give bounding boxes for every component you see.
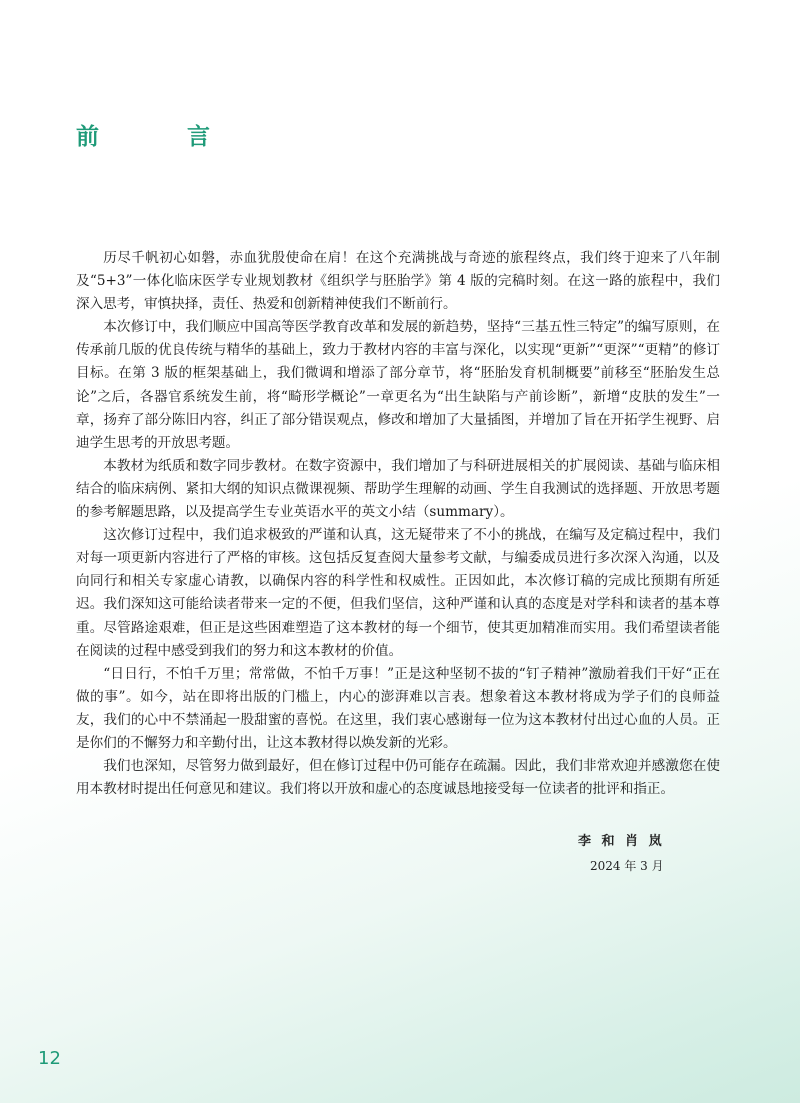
paragraph-3: 本教材为纸质和数字同步教材。在数字资源中，我们增加了与科研进展相关的扩展阅读、基础与临床相结合的临床病例、紧扣大纲的知识点微课视频、帮助学生理解的动画、学生自我测试的选择题、开放思考题的参考解题思路，以及提高学生专业英语水平的英文小结（summary）。 — [76, 457, 720, 521]
page-number: 12 — [38, 1048, 61, 1069]
page-title: 前 言 — [76, 124, 251, 150]
paragraph-1: 历尽千帆初心如磐，赤血犹殷使命在肩！在这个充满挑战与奇迹的旅程终点，我们终于迎来了八年制及“5+3”一体化临床医学专业规划教材《组织学与胚胎学》第 4 版的完稿时刻。在这一路的旅程中，我们深入思考，审慎抉择，责任、热爱和创新精神使我们不断前行。 — [76, 250, 720, 313]
signature-date: 2024 年 3 月 — [590, 859, 664, 873]
preface-body — [76, 247, 720, 801]
paragraph-6: 我们也深知，尽管努力做到最好，但在修订过程中仍可能存在疏漏。因此，我们非常欢迎并感激您在使用本教材时提出任何意见和建议。我们将以开放和虚心的态度诚恳地接受每一位读者的批评和指正。 — [76, 758, 720, 798]
paragraph-4: 这次修订过程中，我们追求极致的严谨和认真，这无疑带来了不小的挑战，在编写及定稿过程中，我们对每一项更新内容进行了严格的审核。这包括反复查阅大量参考文献，与编委成员进行多次深入沟通，以及向同行和相关专家虚心请教，以确保内容的科学性和权威性。正因如此，本次修订稿的完成比预期有所延迟。我们深知这可能给读者带来一定的不便，但我们坚信，这种严谨和认真的态度是对学科和读者的基本尊重。尽管路途艰难，但正是这些困难塑造了这本教材的每一个细节，使其更加精准而实用。我们希望读者能在阅读的过程中感受到我们的努力和这本教材的价值。 — [76, 527, 720, 659]
paragraph-5: “日日行，不怕千万里；常常做，不怕千万事！”正是这种坚韧不拔的“钉子精神”激励着我们干好“正在做的事”。如今，站在即将出版的门槛上，内心的澎湃难以言表。想象着这本教材将成为学子们的良师益友，我们的心中不禁涌起一股甜蜜的喜悦。在这里，我们衷心感谢每一位为这本教材付出过心血的人员。正是你们的不懈努力和辛勤付出，让这本教材得以焕发新的光彩。 — [76, 665, 720, 751]
paragraph-2: 本次修订中，我们顺应中国高等医学教育改革和发展的新趋势，坚持“三基五性三特定”的编写原则，在传承前几版的优良传统与精华的基础上，致力于教材内容的丰富与深化，以实现“更新”“更深”“更精”的修订目标。在第 3 版的框架基础上，我们微调和增添了部分章节，将“胚胎发育机制概要”前移至“胚胎发生总论”之后，各器官系统发生前，将“畸形学概论”一章更名为“出生缺陷与产前诊断”，新增“皮肤的发生”一章，扬弃了部分陈旧内容，纠正了部分错误观点，修改和增加了大量插图，并增加了旨在开拓学生视野、启迪学生思考的开放思考题。 — [76, 319, 720, 451]
author-names: 李 和 肖 岚 — [578, 834, 665, 849]
signature-block — [568, 830, 688, 874]
